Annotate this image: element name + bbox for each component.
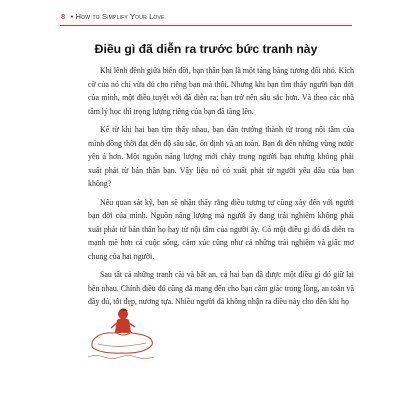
paragraph: Khi lênh đênh giữa biển đời, bạn thân bạn là một tảng băng tương đối nhỏ. Kích cỡ của nó chỉ vừa đủ cho riêng bạn mà thôi. Nhưng khi bạn tìm thấy người bạn đời của mình, một điều tuyệt vời đã diễn ra: bạn trở nên sâu sắc hơn. Và theo các nhà tâm lý học thì trọng lượng riêng của bạn đã tăng lên. (88, 66, 354, 116)
woman-on-iceberg-illustration (88, 302, 158, 362)
header-separator: • (70, 12, 74, 21)
running-header (61, 12, 351, 21)
paragraph: Sau tất cả những tranh cãi và bất an, cả hai bạn đã được một điều gì đó giữ lại bên nhau. Chính điều đó cũng đã mang đến cho bạn cảm giác trong lòng, an toàn và đầy đủ, tốt đẹp, nương tựa. Nhiều người đã không nhận ra điều này cho đến khi họ (88, 270, 354, 306)
header-rule (60, 25, 352, 26)
body-text (88, 64, 354, 314)
paragraph: Kể từ khi hai bạn tìm thấy nhau, bạn dần trưởng thành từ trong nội tâm của mình đồng thời đạt đến độ sâu sắc, ổn định và an toàn. Bạn đi đến những vùng nước yên ả hơn. Một nguồn năng lượng mới chảy trong người bạn nhưng không phải xuất phát từ bản thân bạn. Vậy liệu nó có xuất phát từ người yêu dấu của bạn không? (88, 125, 354, 188)
chapter-title: Điều gì đã diễn ra trước bức tranh này (94, 42, 318, 56)
book-title: How to Simplify Your Love (75, 12, 165, 21)
paragraph: Nếu quan sát kỹ, bạn sẽ nhận thấy rằng điều tương tự cũng xảy đến với người bạn đời của mình. Nguồn năng lượng mà người ấy đang trải nghiệm không phải xuất phát từ bản thân họ hay từ nội tâm của người ấy. Có một điều gì đó đã diễn ra mạnh mẽ hơn cả cuộc sống, cảm xúc cũng như cả những trải nghiệm và giấc mơ chung của hai người. (88, 197, 354, 261)
page-number: 8 (61, 12, 66, 21)
